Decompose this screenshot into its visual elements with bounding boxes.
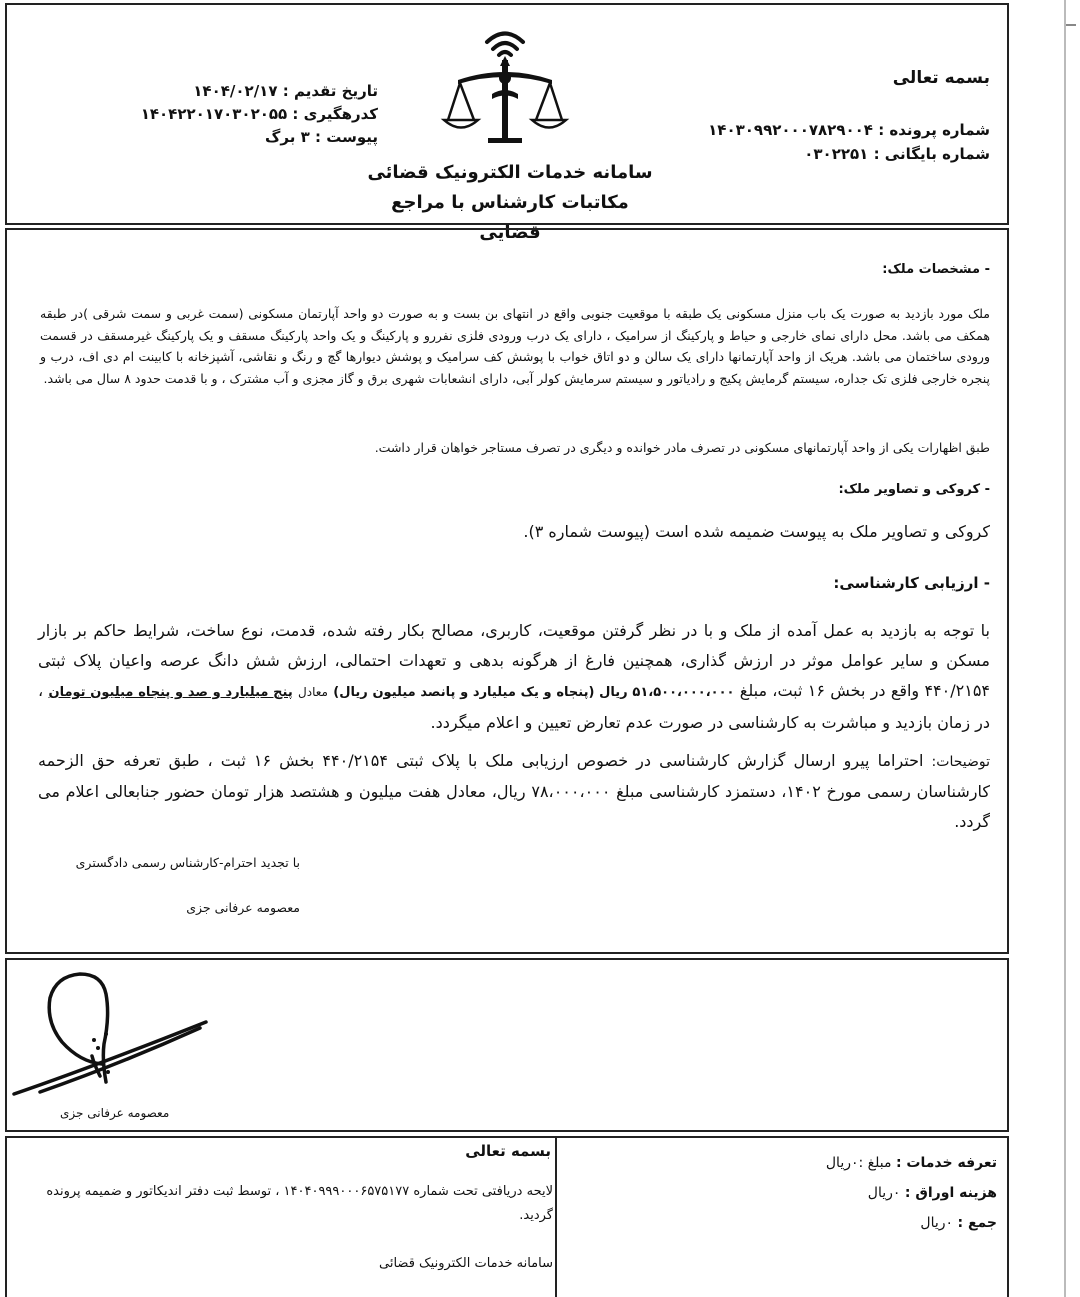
footer-system-name: سامانه خدمات الکترونیک قضائی	[379, 1256, 553, 1271]
footer-fees-section	[560, 1148, 997, 1238]
notes-paragraph	[38, 746, 990, 837]
archive-number-label: شماره بایگانی :	[873, 145, 990, 163]
appraisal-heading: - ارزیابی کارشناسی:	[833, 574, 990, 592]
sketch-heading: - کروکی و تصاویر ملک:	[838, 482, 990, 497]
submit-date-label: تاریخ تقدیم :	[282, 82, 378, 100]
total-value: ۰ریال	[920, 1215, 954, 1231]
service-fee-row	[560, 1148, 997, 1178]
appraisal-amount-toman: پنج میلیارد و صد و پنجاه میلیون تومان	[48, 685, 293, 700]
footer-bismillah: بسمه تعالی	[465, 1142, 551, 1160]
total-label: جمع :	[957, 1215, 997, 1231]
occupancy-statement: طبق اظهارات یکی از واحد آپارتمانهای مسکونی در تصرف مادر خوانده و دیگری در تصرف مستاجر خواهان قرار داشت.	[374, 440, 990, 455]
system-title: سامانه خدمات الکترونیک قضائی	[367, 162, 653, 183]
expert-name: معصومه عرفانی جزی	[186, 900, 300, 915]
appraisal-paragraph	[38, 616, 990, 738]
closing-salutation: با تجدید احترام-کارشناس رسمی دادگستری	[75, 855, 300, 870]
notes-text: احتراما پیرو ارسال گزارش کارشناسی در خصوص ارزیابی ملک با پلاک ثبتی ۴۴۰/۲۱۵۴ بخش ۱۶ ثبت ، طبق تعرفه حق الزحمه کارشناسان رسمی مورخ ۱۴۰۲، دستمزد کارشناسی مبلغ ۷۸،۰۰۰،۰۰۰ ریال، معادل هفت میلیون و هشتصد هزار تومان حضور جنابعالی اعلام می گردد.	[38, 751, 991, 831]
service-fee-label: تعرفه خدمات :	[895, 1155, 997, 1171]
handwritten-signature	[10, 964, 210, 1104]
attachment-value: ۳ برگ	[265, 128, 310, 146]
footer-divider	[555, 1138, 557, 1297]
header-submission-info	[78, 80, 378, 149]
system-subtitle: مکاتبات کارشناس با مراجع قضایی	[391, 192, 629, 243]
attachment-label: پیوست :	[314, 128, 378, 146]
submit-date-row	[78, 80, 378, 103]
total-row	[560, 1208, 997, 1238]
appraisal-equal-word: معادل	[298, 685, 328, 699]
appraisal-text-intro: با توجه به بازدید به عمل آمده از ملک و با در نظر گرفتن موقعیت، کاربری، مصالح بکار رفته شده، قدمت، نوع ساخت، شرایط حاکم بر بازار مسکن و سایر عوامل موثر در ارزش گذاری، همچنین فارغ از هرگونه بدهی و تعهدات احتمالی، ارزش شش دانگ عرصه واعیان پلاک ثبتی ۴۴۰/۲۱۵۴ واقع در بخش ۱۶ ثبت، مبلغ	[38, 621, 990, 700]
case-number-label: شماره پرونده :	[878, 121, 990, 139]
service-fee-value: مبلغ :۰ریال	[825, 1155, 892, 1171]
property-heading: - مشخصات ملک:	[882, 262, 990, 277]
archive-number-row	[630, 142, 990, 166]
tracking-code-row	[78, 103, 378, 126]
tracking-code-label: کدرهگیری :	[292, 105, 378, 123]
archive-number-value: ۰۳۰۲۲۵۱	[804, 145, 869, 163]
receipt-text: لایحه دریافتی تحت شماره ۱۴۰۴۰۹۹۹۰۰۰۶۵۷۵۱۷۷ ، توسط ثبت دفتر اندیکاتور و ضمیمه پرونده گردید.	[46, 1184, 553, 1223]
page-edge-line	[1064, 0, 1066, 1297]
case-number-value: ۱۴۰۳۰۹۹۲۰۰۰۷۸۲۹۰۰۴	[708, 121, 873, 139]
paper-cost-label: هزینه اوراق :	[904, 1185, 997, 1201]
sketch-text: کروکی و تصاویر ملک به پیوست ضمیمه شده است (پیوست شماره ۳).	[523, 522, 990, 541]
case-number-row	[630, 118, 990, 142]
header-bismillah: بسمه تعالی	[892, 68, 990, 88]
property-description: ملک مورد بازدید به صورت یک باب منزل مسکونی یک طبقه با موقعیت جنوبی واقع در انتهای بن بست و به صورت دو واحد آپارتمان مسکونی (سمت غربی و سمت شرقی )در طبقه همکف می باشد. محل دارای نمای خارجی و حیاط و پارکینگ از سرامیک ، دارای یک درب ورودی فلزی نفررو و پارکینگ و یک واحد پارکینگ مسقف و یک پارکینگ غیرمسقف در قسمت ورودی ساختمان می باشد. هریک از واحد آپارتمانها دارای یک سالن و دو اتاق خواب با پوشش کف سرامیک و پوشش دیوارها گچ و رنگ و نقاشی، آشپزخانه با کابینت ام دی اف، درب و پنجره خارجی فلزی تک جداره، سیستم گرمایش پکیج و رادیاتور و سیستم سرمایش کولر آبی، دارای انشعابات شهری برق و گاز مجزی و آب مشترک ، و با قدمت حدود ۸ سال می باشد.	[40, 306, 990, 386]
submit-date-value: ۱۴۰۴/۰۲/۱۷	[193, 82, 278, 100]
paper-cost-value: ۰ریال	[867, 1185, 901, 1201]
attachment-row	[78, 126, 378, 149]
paper-cost-row	[560, 1178, 997, 1208]
appraisal-amount-rial: ۵۱،۵۰۰،۰۰۰،۰۰۰ ریال (پنجاه و یک میلیارد و پانصد میلیون ریال)	[333, 685, 735, 700]
header-case-info	[630, 66, 990, 166]
signature-name: معصومه عرفانی جزی	[60, 1106, 170, 1120]
appraisal-text-end: ، در زمان بازدید و مباشرت به کارشناسی در صورت عدم تعارض تعیین و اعلام میگردد.	[38, 681, 990, 732]
tracking-code-value: ۱۴۰۴۲۲۰۱۷۰۳۰۲۰۵۵	[140, 105, 288, 123]
page-edge-tick	[1066, 24, 1076, 26]
footer-receipt-section	[20, 1142, 555, 1271]
judiciary-scales-emblem	[440, 20, 570, 150]
notes-label: توضیحات:	[931, 754, 990, 770]
